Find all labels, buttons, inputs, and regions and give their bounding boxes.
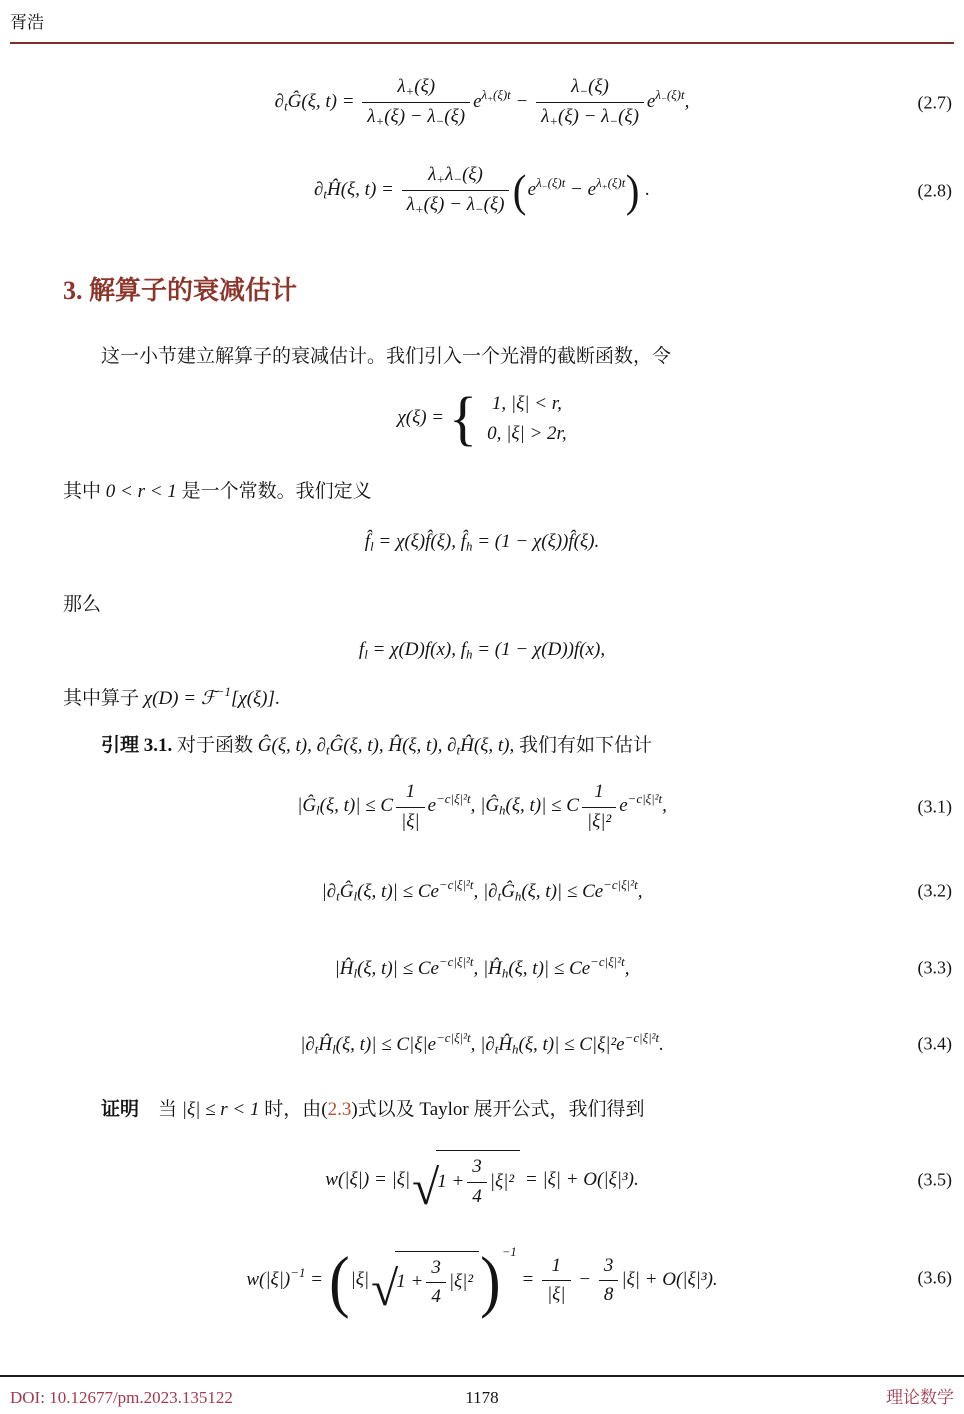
math-var: 1 +: [396, 1271, 424, 1293]
footer-rule: [0, 1375, 964, 1377]
subscript: l: [353, 888, 358, 904]
math-var: 3: [603, 1254, 614, 1276]
math-var: Ĥ(ξ, t): [460, 734, 510, 756]
math-var: (ξ, t)| ≤ Ce: [521, 881, 604, 903]
big-delimiter: ): [480, 1242, 501, 1319]
math-var: λ: [596, 175, 602, 191]
subscript: +: [414, 201, 424, 217]
math-var: ,: [637, 881, 643, 903]
subscript: −: [609, 114, 619, 130]
math-var: (ξ): [588, 76, 609, 97]
math-var: 3: [431, 1256, 441, 1278]
math-var: (ξ, t)| ≤ C: [505, 795, 579, 817]
math-var: 4: [472, 1185, 482, 1207]
math-var: λ: [536, 175, 542, 191]
math-var: , |∂: [473, 881, 498, 903]
math-var: |∂: [321, 881, 337, 903]
equation-number-3-2: (3.2): [917, 880, 952, 901]
math-var: λ: [367, 106, 376, 128]
subscript: t: [284, 98, 288, 114]
superscript: [596, 175, 625, 190]
superscript: −c|ξ|²t: [436, 791, 471, 807]
math-var: e: [646, 91, 656, 113]
subscript: +: [375, 114, 385, 130]
subscript: −: [474, 201, 484, 217]
equation-3-6-content: [246, 1242, 718, 1319]
math-var: (ξ): [483, 194, 505, 216]
math-var: λ: [406, 194, 415, 216]
equation-chi-cases: [0, 385, 964, 452]
math-var: = |ξ| + O(|ξ|³).: [520, 1168, 639, 1190]
subscript: +: [487, 93, 494, 104]
equation-number-3-5: (3.5): [917, 1169, 952, 1190]
math-var: (ξ) − λ: [384, 106, 436, 128]
author-name: 胥浩: [10, 13, 44, 32]
math-var: =: [305, 1269, 328, 1291]
fraction: [467, 1154, 487, 1210]
math-var: = χ(ξ)f̂(ξ), f̂: [373, 530, 466, 552]
subscript: −: [541, 181, 548, 192]
math-var: λ: [397, 76, 406, 97]
math-var: |ξ|: [350, 1269, 370, 1291]
math-var: 4: [431, 1286, 441, 1308]
subscript: l: [353, 965, 358, 981]
superscript: −c|ξ|²t: [627, 791, 663, 807]
subscript: h: [514, 888, 522, 904]
math-text: 当: [139, 1099, 182, 1121]
superscript: −1: [290, 1265, 306, 1281]
math-var: f: [358, 638, 365, 660]
subscript: t: [456, 742, 461, 758]
fraction: [362, 74, 470, 132]
fraction: [402, 162, 510, 220]
math-var: ,: [624, 957, 630, 979]
math-var: , |Ĝ: [470, 795, 500, 817]
case-row: 0, |ξ| > 2r,: [487, 422, 567, 444]
subscript: −: [453, 171, 463, 187]
math-var: |ξ|²: [489, 1170, 515, 1192]
superscript: −1: [501, 1245, 517, 1260]
math-var: λ: [541, 106, 550, 128]
footer-row: [0, 1383, 964, 1408]
square-root: [371, 1251, 479, 1316]
equation-3-1: [0, 779, 964, 835]
subscript: l: [364, 646, 368, 662]
page-footer: [0, 1375, 964, 1408]
math-var: (ξ)t: [607, 175, 626, 191]
subscript: −: [435, 114, 445, 130]
math-var: |ξ|²: [448, 1271, 474, 1293]
equation-3-4-content: [300, 1030, 664, 1057]
math-var: Ĥ(ξ, t) =: [327, 179, 399, 201]
page-header: [0, 0, 964, 44]
superscript: −c|ξ|²t: [438, 877, 474, 893]
math-var: ∂: [314, 179, 324, 201]
math-var: Ĝ(ξ, t) =: [287, 91, 360, 113]
math-var: e: [473, 91, 482, 113]
big-delimiter: (: [328, 1242, 350, 1319]
paragraph-then: 那么: [63, 594, 102, 615]
subscript: +: [436, 171, 446, 187]
subscript: l: [316, 803, 320, 818]
math-var: 1: [594, 780, 604, 802]
equation-number-3-1: (3.1): [917, 796, 952, 817]
math-var: |ξ| ≤ r < 1: [181, 1099, 260, 1121]
math-var: Ĝ: [501, 881, 515, 903]
paragraph-constant: [0, 478, 964, 506]
math-var: .: [659, 1034, 664, 1056]
subscript: h: [465, 538, 473, 554]
math-var: (ξ)t: [547, 175, 566, 191]
radical-sign: √: [412, 1159, 440, 1215]
subscript: t: [497, 888, 502, 904]
paragraph-intro: 这一小节建立解算子的衰减估计。我们引入一个光滑的截断函数，令: [101, 345, 672, 367]
math-var: − e: [565, 179, 597, 201]
paragraph-operator: [0, 683, 964, 713]
equation-3-4: [0, 1030, 964, 1058]
equation-3-6: [0, 1242, 964, 1319]
subscript: h: [512, 1041, 519, 1057]
math-var: |Ĥ: [334, 957, 354, 979]
equation-3-3: [0, 954, 964, 982]
math-var: (ξ, t)| ≤ C|ξ|²e: [518, 1034, 625, 1056]
math-var: |ξ| + O(|ξ|³).: [621, 1269, 718, 1291]
math-var: −: [510, 91, 534, 113]
bold-label: 证明: [101, 1099, 140, 1121]
math-text: 其中算子: [63, 687, 144, 709]
subscript: −: [579, 83, 589, 99]
math-var: ,: [684, 91, 690, 113]
equation-number-3-3: (3.3): [917, 957, 952, 978]
subscript: t: [325, 742, 330, 758]
subscript: l: [370, 538, 374, 554]
fraction: [599, 1253, 619, 1309]
math-var: Ĝ(ξ, t), Ĥ(ξ, t), ∂: [329, 734, 457, 756]
math-var: 1: [551, 1254, 561, 1276]
superscript: −1: [215, 683, 231, 699]
math-var: (ξ) − λ: [558, 106, 610, 128]
fraction: [396, 779, 425, 835]
journal-name: 理论数学: [886, 1388, 954, 1407]
math-var: = (1 − χ(ξ))f̂(ξ).: [472, 530, 600, 552]
subscript: −: [660, 93, 667, 104]
math-var: w(|ξ|) = |ξ|: [325, 1168, 411, 1190]
math-text: .: [274, 687, 280, 709]
math-var: w(|ξ|): [246, 1269, 291, 1291]
equation-3-2-content: [321, 877, 643, 904]
equation-fhat-content: [365, 531, 599, 552]
fraction: [542, 1253, 571, 1309]
math-var: λ: [481, 87, 488, 103]
math-text: 是一个常数。我们定义: [176, 481, 372, 503]
math-var: 0 < r < 1: [105, 481, 177, 503]
math-var: (ξ): [618, 106, 639, 128]
equation-f-operator-content: [359, 639, 605, 660]
ref-link[interactable]: 2.3: [327, 1099, 352, 1121]
equation-3-2: [0, 877, 964, 905]
math-var: (ξ, t)| ≤ Ce: [357, 881, 439, 903]
superscript: −c|ξ|²t: [624, 1030, 660, 1046]
math-text: )式以及 Taylor 展开公式，我们得到: [351, 1099, 645, 1121]
square-root: [412, 1150, 520, 1215]
math-var: (ξ): [444, 106, 466, 128]
superscript: [655, 87, 684, 102]
equation-3-5: [0, 1150, 964, 1215]
equation-f-operator: [0, 638, 964, 663]
math-var: .: [640, 179, 650, 201]
equation-number-2-7: (2.7): [917, 92, 952, 113]
superscript: −c|ξ|²t: [603, 877, 638, 893]
doi-link[interactable]: DOI: 10.12677/pm.2023.135122: [10, 1388, 233, 1407]
math-var: λ: [428, 163, 437, 185]
math-var: , |Ĥ: [473, 957, 502, 979]
equation-number-2-8: (2.8): [917, 180, 952, 201]
math-var: |ξ|²: [586, 810, 612, 832]
subscript: t: [323, 186, 327, 202]
subscript: t: [494, 1041, 499, 1057]
math-var: χ(D) = ℱ: [143, 687, 216, 709]
header-rule: [10, 42, 954, 44]
math-var: 8: [603, 1284, 614, 1306]
subscript: h: [465, 646, 473, 662]
math-var: = (1 − χ(D))f(x),: [472, 638, 606, 660]
equation-fhat: [0, 530, 964, 555]
math-var: |ξ|: [546, 1284, 566, 1306]
math-text: 时，由(: [259, 1099, 328, 1121]
math-var: |ξ|: [401, 810, 420, 832]
math-var: e: [527, 179, 537, 201]
math-var: (ξ): [462, 163, 483, 185]
math-var: |∂: [300, 1034, 315, 1056]
subscript: h: [499, 803, 506, 818]
math-var: (ξ, t)| ≤ C|ξ|e: [335, 1034, 437, 1056]
math-var: (ξ)t: [666, 87, 685, 103]
equation-number-3-6: (3.6): [917, 1266, 952, 1287]
page-number: 1178: [465, 1388, 499, 1407]
big-delimiter: ): [626, 165, 640, 217]
math-var: 1 +: [437, 1170, 465, 1192]
equation-2-8: [0, 162, 964, 220]
case-row: 1, |ξ| < r,: [491, 393, 562, 415]
superscript: [482, 87, 511, 102]
math-var: −: [573, 1269, 596, 1291]
superscript: −c|ξ|²t: [436, 1030, 471, 1046]
math-text: 其中: [63, 481, 106, 503]
math-text: 对于函数: [172, 734, 258, 756]
math-var: λ: [445, 163, 454, 185]
math-var: (ξ)t: [493, 87, 511, 103]
math-var: ∂: [274, 91, 285, 113]
subscript: t: [314, 1041, 319, 1057]
equation-2-7: [0, 74, 964, 132]
lemma-3-1: [0, 732, 964, 760]
math-var: , |∂: [470, 1034, 495, 1056]
equation-3-1-content: [297, 780, 667, 832]
math-var: e: [427, 795, 437, 817]
big-delimiter: (: [513, 165, 527, 217]
subscript: +: [549, 114, 559, 130]
left-brace: {: [448, 385, 478, 452]
math-var: λ: [571, 76, 580, 97]
math-var: ,: [662, 795, 667, 817]
math-var: λ: [655, 87, 661, 103]
fraction: [536, 74, 644, 132]
equation-3-3-content: [334, 953, 630, 981]
math-var: f̂: [364, 530, 371, 552]
equation-chi-content: [397, 385, 567, 452]
math-var: 1: [405, 780, 416, 802]
math-var: 3: [472, 1155, 482, 1177]
math-var: |Ĝ: [297, 795, 317, 817]
subscript: +: [405, 83, 415, 99]
equation-3-5-content: [325, 1155, 639, 1215]
math-var: =: [516, 1269, 539, 1291]
math-var: Ĝ(ξ, t), ∂: [257, 734, 326, 756]
radical-sign: √: [371, 1260, 399, 1316]
math-var: [χ(ξ)]: [230, 687, 275, 709]
math-text: , 我们有如下估计: [509, 734, 652, 756]
cases-block: [448, 385, 567, 452]
section-title: 3. 解算子的衰减估计: [63, 275, 298, 305]
subscript: +: [601, 181, 608, 192]
fraction: [582, 779, 616, 835]
fraction: [426, 1255, 446, 1311]
math-var: χ(ξ) =: [397, 406, 449, 428]
subscript: h: [501, 965, 509, 981]
math-var: Ĥ: [498, 1034, 513, 1056]
superscript: −c|ξ|²t: [438, 953, 474, 969]
math-var: (ξ, t)| ≤ Ce: [508, 957, 591, 979]
math-var: Ĝ: [339, 881, 354, 903]
proof-paragraph: [0, 1096, 964, 1124]
bold-label: 引理 3.1.: [101, 734, 173, 756]
math-var: e: [619, 795, 628, 817]
superscript: [536, 175, 565, 190]
subscript: l: [332, 1041, 336, 1057]
math-var: Ĥ: [318, 1034, 333, 1056]
math-var: (ξ, t)| ≤ C: [319, 795, 394, 817]
equation-number-3-4: (3.4): [917, 1033, 952, 1054]
subscript: t: [336, 888, 340, 904]
superscript: −c|ξ|²t: [590, 953, 625, 969]
math-var: (ξ) − λ: [423, 194, 475, 216]
math-var: (ξ, t)| ≤ Ce: [357, 957, 439, 979]
math-var: = χ(D)f(x), f: [367, 638, 466, 660]
math-var: (ξ): [414, 76, 436, 97]
